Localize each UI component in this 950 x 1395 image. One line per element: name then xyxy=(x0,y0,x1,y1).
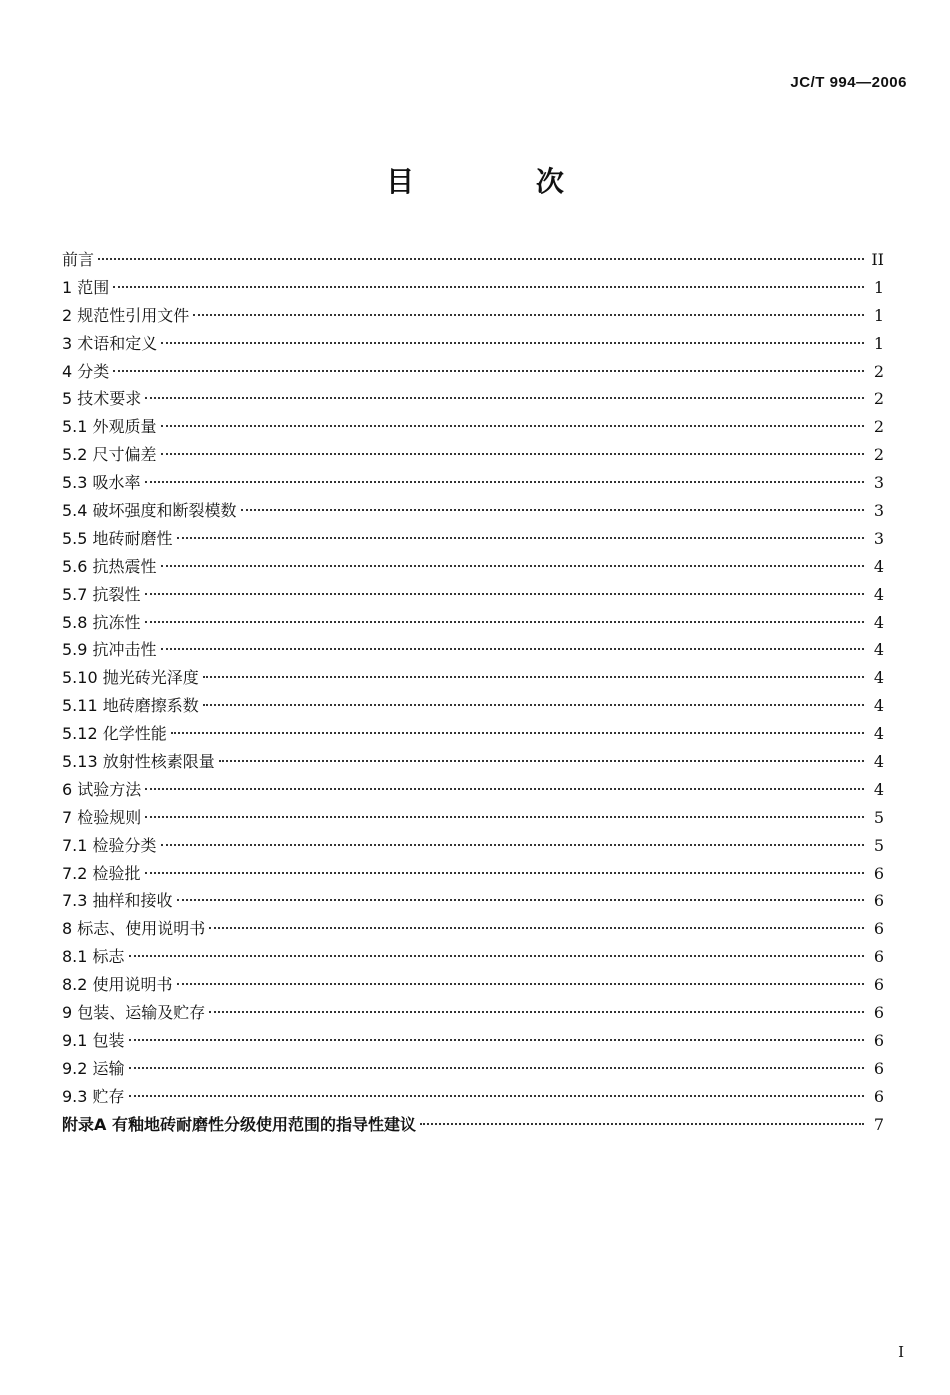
toc-entry xyxy=(62,609,884,637)
toc-entry xyxy=(62,999,884,1027)
toc-entry xyxy=(62,832,884,860)
toc-entry xyxy=(62,413,884,441)
toc-dot-leader xyxy=(98,258,864,260)
toc-entry-page: 3 xyxy=(873,473,884,493)
toc-entry-label: 9 包装、运输及贮存 xyxy=(62,1003,206,1023)
toc-entry-label: 9.3 贮存 xyxy=(62,1086,125,1106)
toc-dot-leader xyxy=(203,704,864,706)
toc-entry-label: 7.3 抽样和接收 xyxy=(62,891,173,911)
toc-dot-leader xyxy=(161,844,864,846)
toc-entry-page: 1 xyxy=(873,305,884,325)
toc-dot-leader xyxy=(129,1095,864,1097)
toc-entry-page: 4 xyxy=(873,584,884,604)
toc-entry xyxy=(62,860,884,888)
toc-entry-page: 7 xyxy=(873,1114,884,1134)
toc-entry-label: 5.2 尺寸偏差 xyxy=(62,445,157,465)
toc-entry-page: 4 xyxy=(873,752,884,772)
toc-entry xyxy=(62,1111,884,1139)
toc-dot-leader xyxy=(145,593,864,595)
toc-entry-label: 5.11 地砖磨擦系数 xyxy=(62,696,199,716)
toc-dot-leader xyxy=(145,872,864,874)
toc-entry-label: 5.7 抗裂性 xyxy=(62,584,141,604)
page-number: I xyxy=(898,1343,904,1361)
toc-dot-leader xyxy=(161,342,864,344)
toc-entry-page: 4 xyxy=(873,556,884,576)
toc-entry-label: 7.2 检验批 xyxy=(62,863,141,883)
toc-dot-leader xyxy=(193,314,864,316)
toc-dot-leader xyxy=(145,397,864,399)
toc-entry-page: 6 xyxy=(873,891,884,911)
toc-entry xyxy=(62,1055,884,1083)
toc-entry-page: 6 xyxy=(873,919,884,939)
toc-entry-label: 5.10 抛光砖光泽度 xyxy=(62,668,199,688)
toc-entry-label: 7.1 检验分类 xyxy=(62,835,157,855)
toc-entry-label: 9.2 运输 xyxy=(62,1058,125,1078)
toc-entry xyxy=(62,748,884,776)
toc-entry-page: 2 xyxy=(873,361,884,381)
toc-entry xyxy=(62,441,884,469)
toc-entry-label: 5.12 化学性能 xyxy=(62,724,167,744)
toc-dot-leader xyxy=(241,509,864,511)
toc-entry xyxy=(62,636,884,664)
toc-entry-label: 8.1 标志 xyxy=(62,947,125,967)
document-code: JC/T 994—2006 xyxy=(790,74,907,91)
toc-entry-label: 5 技术要求 xyxy=(62,389,142,409)
toc-entry-label: 9.1 包装 xyxy=(62,1030,125,1050)
toc-dot-leader xyxy=(177,983,864,985)
toc-entry-page: 4 xyxy=(873,724,884,744)
toc-entry xyxy=(62,274,884,302)
toc-entry-label: 3 术语和定义 xyxy=(62,333,158,353)
toc-entry-page: 2 xyxy=(873,417,884,437)
toc-dot-leader xyxy=(129,955,864,957)
toc-dot-leader xyxy=(145,816,864,818)
toc-entry-page: 4 xyxy=(873,696,884,716)
toc-entry-page: 6 xyxy=(873,1086,884,1106)
toc-dot-leader xyxy=(113,286,864,288)
toc-entry xyxy=(62,887,884,915)
toc-dot-leader xyxy=(161,648,864,650)
toc-entry xyxy=(62,581,884,609)
toc-entry-label: 1 范围 xyxy=(62,277,110,297)
toc-entry xyxy=(62,971,884,999)
toc-entry xyxy=(62,246,884,274)
toc-entry-page: 5 xyxy=(873,835,884,855)
toc-entry xyxy=(62,497,884,525)
toc-entry xyxy=(62,664,884,692)
toc-entry xyxy=(62,385,884,413)
toc-entry xyxy=(62,776,884,804)
toc-entry-label: 7 检验规则 xyxy=(62,807,142,827)
toc-dot-leader xyxy=(420,1123,864,1125)
toc-entry xyxy=(62,1027,884,1055)
toc-dot-leader xyxy=(177,537,864,539)
toc-dot-leader xyxy=(209,1011,864,1013)
toc-entry-label: 附录A 有釉地砖耐磨性分级使用范围的指导性建议 xyxy=(62,1114,416,1134)
toc-dot-leader xyxy=(113,370,864,372)
toc-entry-page: 4 xyxy=(873,779,884,799)
toc-entry-page: 5 xyxy=(873,807,884,827)
toc-entry-page: 6 xyxy=(873,1030,884,1050)
toc-entry-page: 6 xyxy=(873,947,884,967)
toc-dot-leader xyxy=(161,565,864,567)
toc-entry-page: 2 xyxy=(873,445,884,465)
toc-entry-label: 5.9 抗冲击性 xyxy=(62,640,157,660)
toc-entry xyxy=(62,943,884,971)
toc-entry xyxy=(62,330,884,358)
toc-entry-label: 5.6 抗热震性 xyxy=(62,556,157,576)
toc-entry-page: 6 xyxy=(873,975,884,995)
toc-entry-page: 2 xyxy=(873,389,884,409)
toc-entry xyxy=(62,692,884,720)
toc-entry xyxy=(62,525,884,553)
toc-dot-leader xyxy=(219,760,864,762)
toc-entry-page: 6 xyxy=(873,863,884,883)
toc-entry xyxy=(62,358,884,386)
toc-entry-page: 4 xyxy=(873,612,884,632)
toc-dot-leader xyxy=(171,732,864,734)
toc-entry-label: 2 规范性引用文件 xyxy=(62,305,190,325)
toc-entry xyxy=(62,915,884,943)
toc-entry-label: 4 分类 xyxy=(62,361,110,381)
toc-entry-label: 6 试验方法 xyxy=(62,779,142,799)
toc-entry-label: 8 标志、使用说明书 xyxy=(62,919,206,939)
toc-entry xyxy=(62,1083,884,1111)
toc-entry xyxy=(62,469,884,497)
toc-entry-page: II xyxy=(871,250,884,269)
toc-dot-leader xyxy=(145,481,864,483)
toc-entry-label: 5.1 外观质量 xyxy=(62,417,157,437)
toc-entry-page: 6 xyxy=(873,1058,884,1078)
toc-dot-leader xyxy=(161,425,864,427)
toc-entry-page: 3 xyxy=(873,501,884,521)
toc-dot-leader xyxy=(161,453,864,455)
toc-dot-leader xyxy=(129,1067,864,1069)
toc-entry-page: 4 xyxy=(873,640,884,660)
toc-dot-leader xyxy=(145,621,864,623)
toc-dot-leader xyxy=(177,899,864,901)
toc-entry-page: 6 xyxy=(873,1003,884,1023)
toc-entry xyxy=(62,553,884,581)
toc-entry-page: 1 xyxy=(873,333,884,353)
toc-entry xyxy=(62,720,884,748)
toc-entry-label: 5.4 破坏强度和断裂模数 xyxy=(62,501,237,521)
toc-dot-leader xyxy=(145,788,864,790)
toc-entry-page: 3 xyxy=(873,528,884,548)
toc-entry-page: 4 xyxy=(873,668,884,688)
table-of-contents xyxy=(62,246,884,1139)
toc-entry-label: 5.13 放射性核素限量 xyxy=(62,752,215,772)
toc-dot-leader xyxy=(129,1039,864,1041)
toc-dot-leader xyxy=(203,676,864,678)
toc-entry-label: 5.8 抗冻性 xyxy=(62,612,141,632)
toc-entry-label: 5.5 地砖耐磨性 xyxy=(62,528,173,548)
page-title: 目 次 xyxy=(386,165,620,198)
toc-entry xyxy=(62,804,884,832)
toc-entry-label: 8.2 使用说明书 xyxy=(62,975,173,995)
toc-dot-leader xyxy=(209,927,864,929)
toc-entry xyxy=(62,302,884,330)
toc-entry-page: 1 xyxy=(873,277,884,297)
toc-entry-label: 前言 xyxy=(62,250,95,269)
toc-entry-label: 5.3 吸水率 xyxy=(62,473,141,493)
